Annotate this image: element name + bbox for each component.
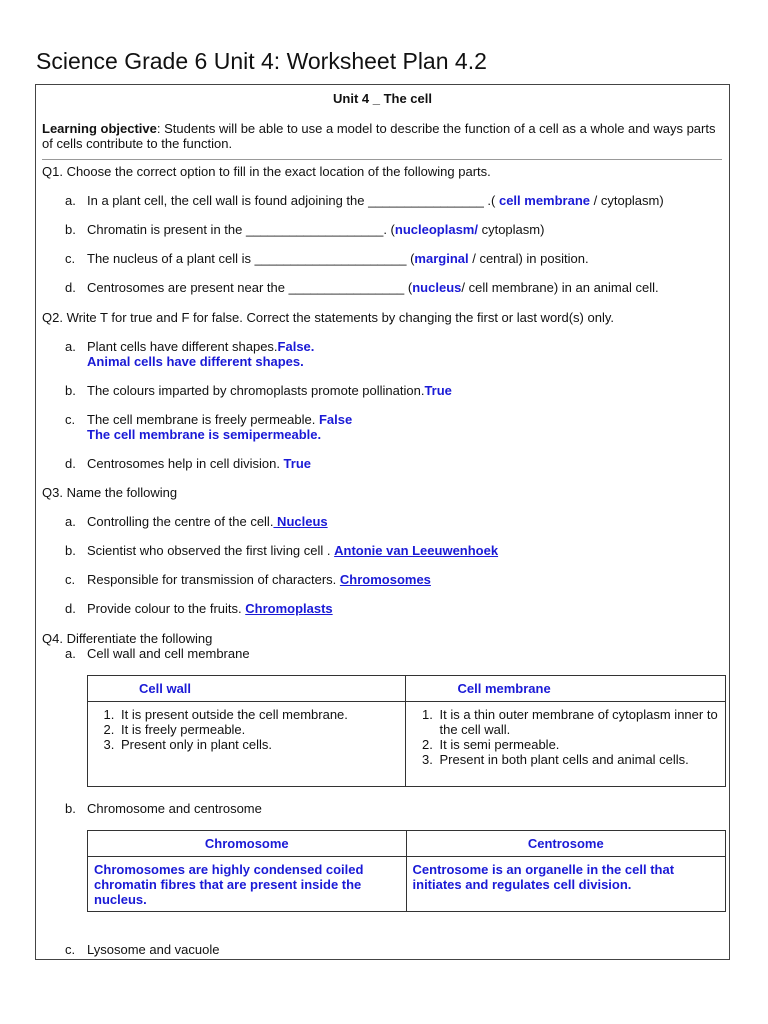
q1-a-rest: / cytoplasm) <box>590 193 664 208</box>
table-a-header-1 <box>88 676 406 702</box>
q4-c-letter: c. <box>65 942 76 957</box>
q1-c-item <box>87 251 589 266</box>
q3-a-item <box>87 514 328 529</box>
q4-c-label: Lysosome and vacuole <box>87 942 220 957</box>
q4-heading: Q4. Differentiate the following <box>42 631 213 646</box>
q1-a-letter: a. <box>65 193 76 208</box>
q1-b-answer: nucleoplasm/ <box>394 222 478 237</box>
q1-d-text: Centrosomes are present near the ________________ ( <box>87 280 413 295</box>
q1-b-item <box>87 222 544 237</box>
q3-a-text: Controlling the centre of the cell. <box>87 514 274 529</box>
q2-c-letter: c. <box>65 412 76 427</box>
cell-wall-vs-membrane-table <box>87 675 726 787</box>
table-a-cell-1 <box>88 702 406 787</box>
q1-b-text: Chromatin is present in the ___________________. ( <box>87 222 395 237</box>
q2-d-answer: True <box>283 456 312 471</box>
q4-b-label: Chromosome and centrosome <box>87 801 262 816</box>
q3-c-answer: Chromosomes <box>339 572 431 587</box>
q1-b-letter: b. <box>65 222 76 237</box>
q2-c-text: The cell membrane is freely permeable. <box>87 412 319 427</box>
q2-a-text: Plant cells have different shapes. <box>87 339 278 354</box>
q2-b-letter: b. <box>65 383 76 398</box>
worksheet-frame <box>35 84 730 960</box>
q3-heading: Q3. Name the following <box>42 485 178 500</box>
q2-d-item <box>87 456 311 471</box>
q1-c-letter: c. <box>65 251 76 266</box>
q1-heading: Q1. Choose the correct option to fill in the exact location of the following parts. <box>42 164 491 179</box>
q3-b-answer: Antonie van Leeuwenhoek <box>334 543 499 558</box>
q3-b-text: Scientist who observed the first living cell . <box>87 543 335 558</box>
list-item: 2. It is freely permeable. <box>118 722 401 737</box>
q2-a-letter: a. <box>65 339 76 354</box>
table-b-header-2-text: Centrosome <box>527 836 604 851</box>
q3-a-letter: a. <box>65 514 76 529</box>
q3-d-text: Provide colour to the fruits. <box>87 601 246 616</box>
q1-a-item <box>87 193 664 208</box>
q2-c-item <box>87 412 352 427</box>
q4-b-letter: b. <box>65 801 76 816</box>
learning-objective <box>42 121 722 151</box>
q2-a-answer: False. <box>277 339 315 354</box>
divider <box>42 159 722 160</box>
list-item: 3. Present in both plant cells and animal cells. <box>436 752 721 767</box>
q1-c-rest: / central) in position. <box>468 251 589 266</box>
q2-b-text: The colours imparted by chromoplasts promote pollination. <box>87 383 425 398</box>
q2-b-answer: True <box>424 383 452 398</box>
q4-a-label: Cell wall and cell membrane <box>87 646 250 661</box>
q1-c-text: The nucleus of a plant cell is _____________________ ( <box>87 251 415 266</box>
table-b-cell-2 <box>406 857 725 912</box>
q1-d-item <box>87 280 659 295</box>
list-item: 1. It is present outside the cell membrane. <box>118 707 401 722</box>
table-b-header-1-text: Chromosome <box>204 836 289 851</box>
centrosome-description: Centrosome is an organelle in the cell that initiates and regulates cell division. <box>412 862 675 892</box>
q2-a-item <box>87 339 314 354</box>
table-a-header-2 <box>406 676 726 702</box>
cell-membrane-points <box>406 702 725 767</box>
q4-a-letter: a. <box>65 646 76 661</box>
q3-c-letter: c. <box>65 572 76 587</box>
q3-b-item <box>87 543 498 558</box>
q2-d-letter: d. <box>65 456 76 471</box>
objective-label: Learning objective <box>42 121 157 136</box>
table-b-cell-1 <box>88 857 407 912</box>
chromosome-description: Chromosomes are highly condensed coiled chromatin fibres that are present inside the nucleus. <box>94 862 364 907</box>
q2-heading: Q2. Write T for true and F for false. Correct the statements by changing the first or last word(s) only. <box>42 310 614 325</box>
list-item: 1. It is a thin outer membrane of cytoplasm inner to the cell wall. <box>436 707 721 737</box>
table-a-header-2-text: Cell membrane <box>457 681 551 696</box>
q2-d-text: Centrosomes help in cell division. <box>87 456 284 471</box>
q3-b-letter: b. <box>65 543 76 558</box>
q1-d-answer: nucleus <box>412 280 462 295</box>
q2-a-correction: Animal cells have different shapes. <box>87 354 304 369</box>
table-a-header-1-text: Cell wall <box>139 681 192 696</box>
list-item: 3. Present only in plant cells. <box>118 737 401 752</box>
cell-wall-points <box>88 702 405 752</box>
q2-b-item <box>87 383 452 398</box>
table-b-header-2 <box>406 831 725 857</box>
q3-d-answer: Chromoplasts <box>245 601 333 616</box>
q1-b-rest: cytoplasm) <box>477 222 545 237</box>
q1-d-rest: / cell membrane) in an animal cell. <box>461 280 659 295</box>
objective-text: : Students will be able to use a model to describe the function of a cell as a whole and ways parts of cells contribute to the function. <box>42 121 716 151</box>
q3-c-text: Responsible for transmission of characters. <box>87 572 340 587</box>
q2-c-correction: The cell membrane is semipermeable. <box>87 427 322 442</box>
q1-d-letter: d. <box>65 280 76 295</box>
list-item: 2. It is semi permeable. <box>436 737 721 752</box>
q1-c-answer: marginal <box>414 251 469 266</box>
table-b-header-1 <box>88 831 407 857</box>
q3-d-letter: d. <box>65 601 76 616</box>
q2-c-answer: False <box>318 412 353 427</box>
unit-title: Unit 4 _ The cell <box>333 91 432 106</box>
page-title: Science Grade 6 Unit 4: Worksheet Plan 4.2 <box>36 48 487 74</box>
q3-c-item <box>87 572 431 587</box>
table-a-cell-2 <box>406 702 726 787</box>
chromosome-vs-centrosome-table <box>87 830 726 912</box>
q1-a-text: In a plant cell, the cell wall is found adjoining the ________________ .( <box>87 193 496 208</box>
q1-a-answer: cell membrane <box>495 193 591 208</box>
q3-d-item <box>87 601 333 616</box>
q3-a-answer: Nucleus <box>273 514 328 529</box>
